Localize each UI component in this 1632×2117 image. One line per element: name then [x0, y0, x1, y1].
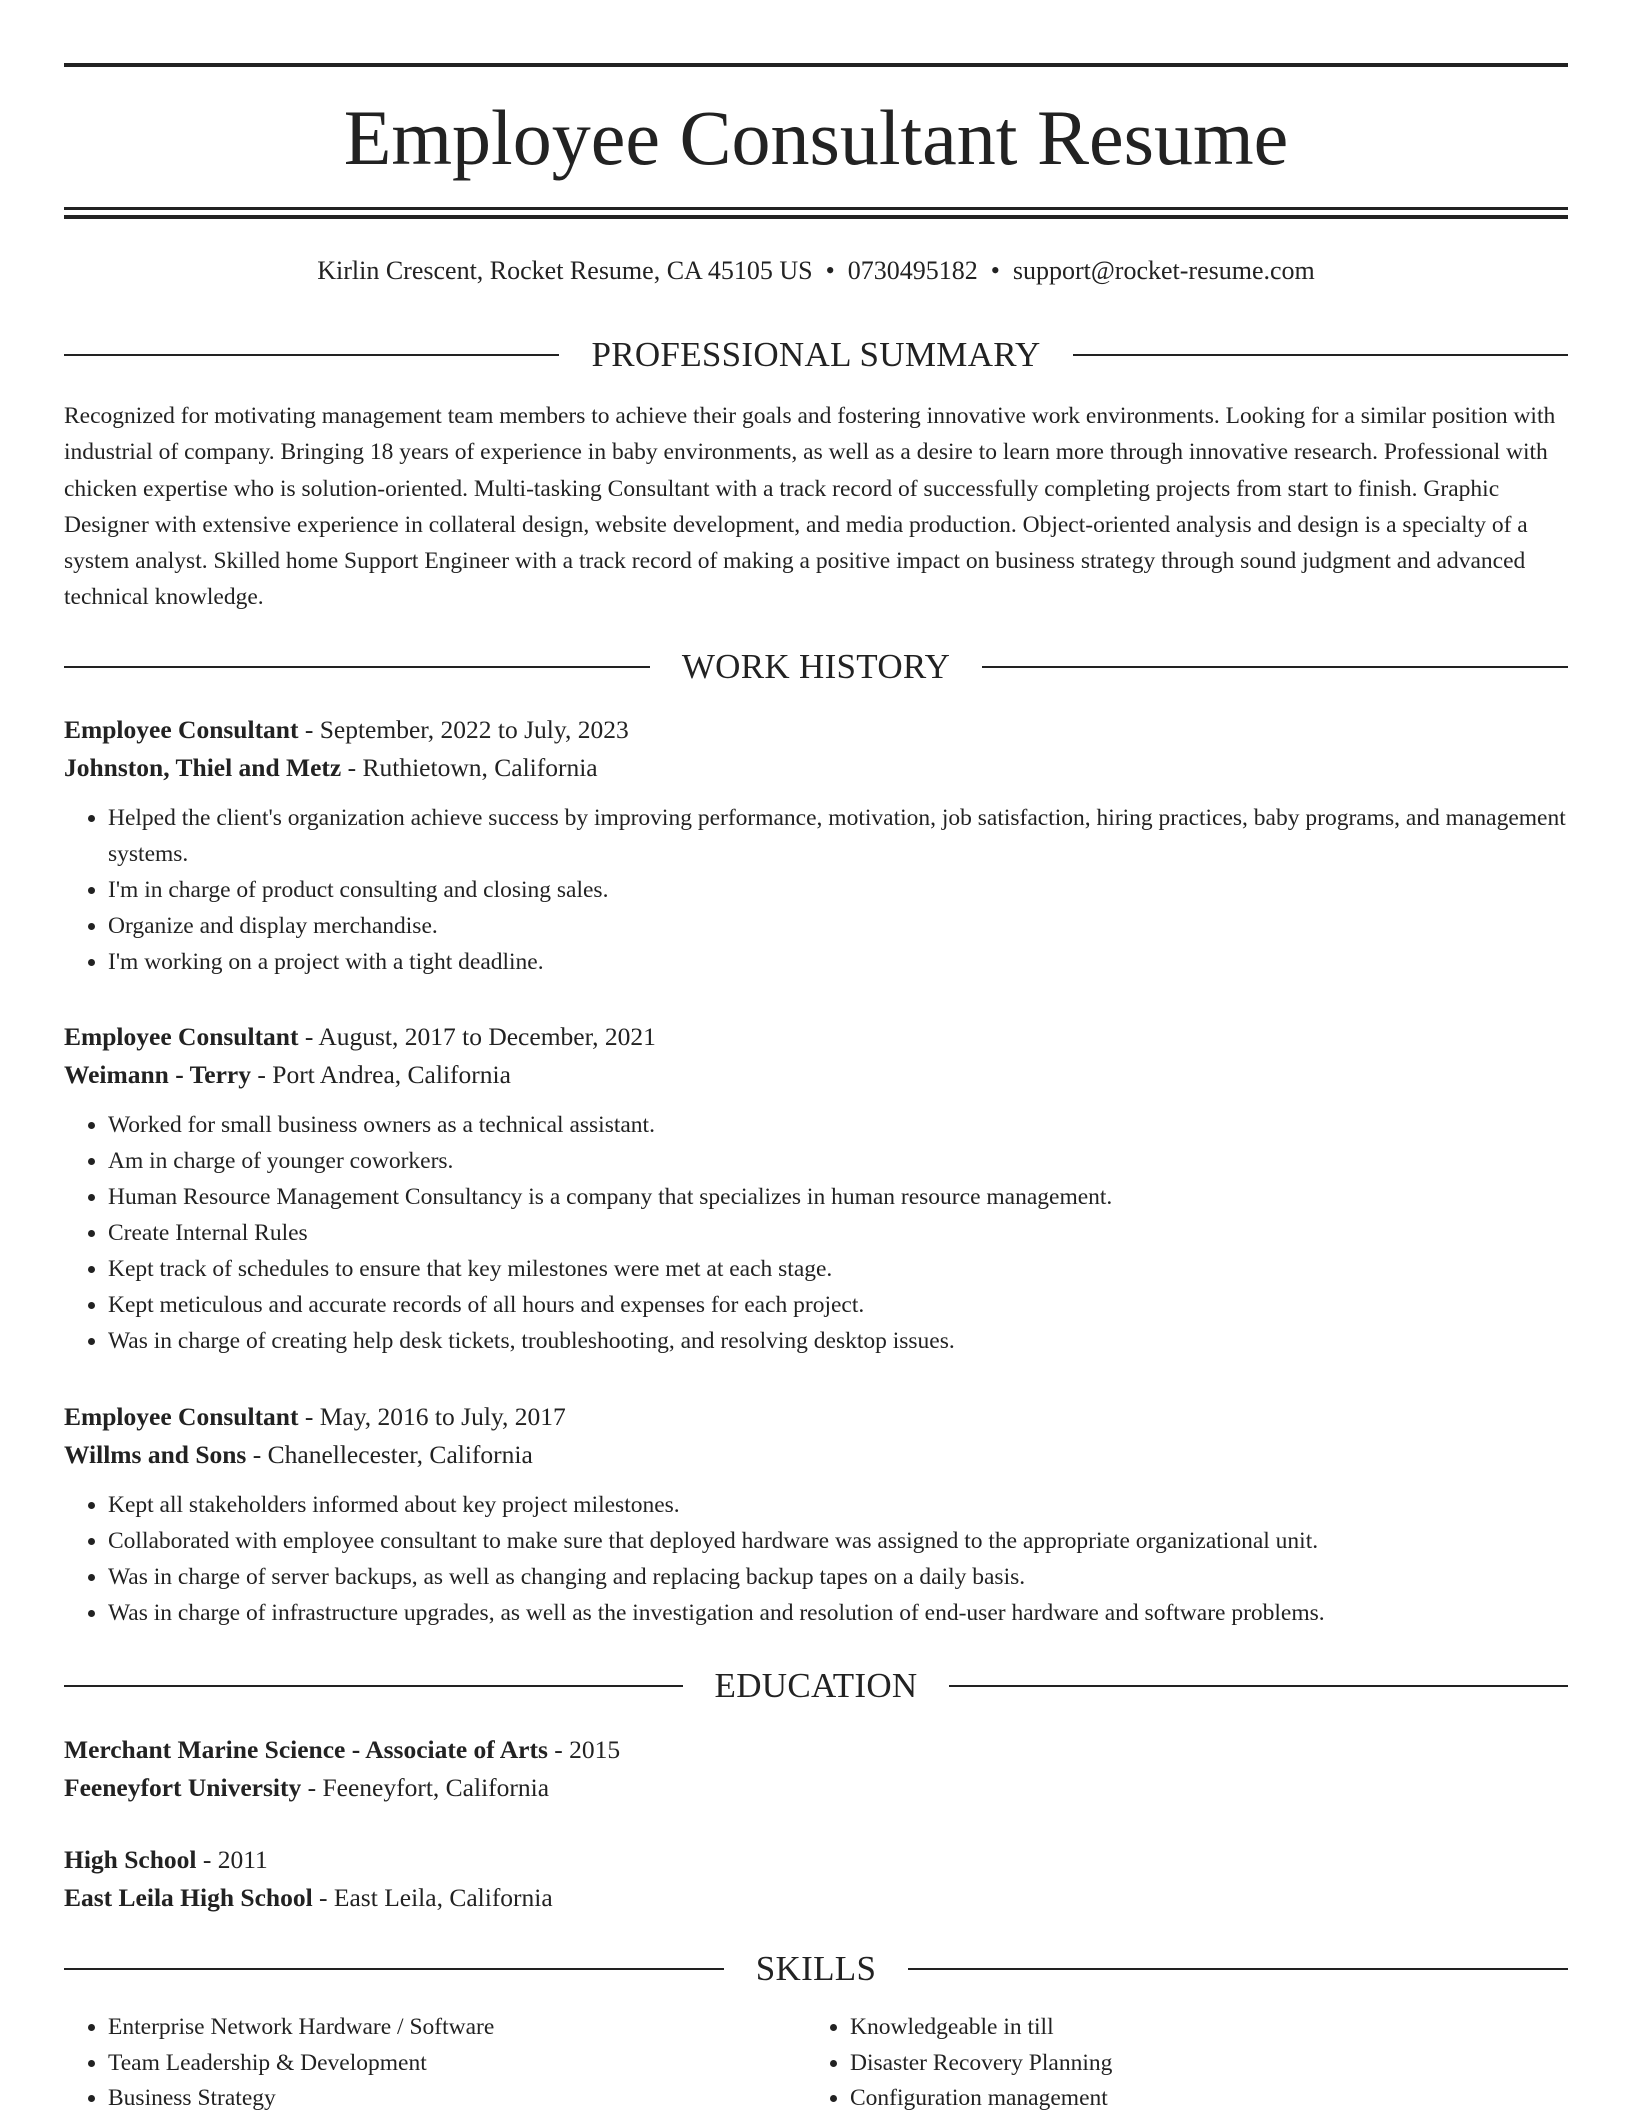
school-line	[64, 1879, 1568, 1917]
job-bullet: • Was in charge of infrastructure upgrades, as well as the investigation and resolution of end-user hardware and software problems.	[108, 1595, 1568, 1631]
degree: Merchant Marine Science - Associate of Arts	[64, 1735, 548, 1764]
section-title: WORK HISTORY	[681, 647, 951, 686]
job-title-line	[64, 1398, 1568, 1436]
section-rule	[908, 1968, 1568, 1970]
section-header-work	[64, 645, 1568, 689]
section-rule	[1073, 354, 1568, 356]
skill-item: • Knowledgeable in till	[850, 2010, 1548, 2046]
job-location: - Port Andrea, California	[251, 1060, 511, 1089]
job-bullet: • Kept meticulous and accurate records of all hours and expenses for each project.	[108, 1287, 1568, 1323]
title-rule-top	[64, 63, 1568, 67]
degree-year: - 2011	[196, 1845, 268, 1874]
skill-item: • Disaster Recovery Planning	[850, 2046, 1548, 2082]
section-header-skills	[64, 1947, 1568, 1991]
job-bullets	[64, 1487, 1568, 1631]
degree: High School	[64, 1845, 197, 1874]
section-rule	[64, 1968, 724, 1970]
job-title-line	[64, 1018, 1568, 1056]
job-bullet: • Am in charge of younger coworkers.	[108, 1143, 1568, 1179]
section-title: PROFESSIONAL SUMMARY	[591, 335, 1041, 374]
job-company-line	[64, 749, 1568, 787]
section-rule	[982, 666, 1568, 668]
job-bullet: • Helped the client's organization achieve success by improving performance, motivation, job satisfaction, hiring practices, baby programs, and management systems.	[108, 800, 1568, 872]
section-rule	[64, 354, 559, 356]
section-title: SKILLS	[755, 1949, 877, 1988]
job-dates: - August, 2017 to December, 2021	[298, 1022, 656, 1051]
job-bullet: • Collaborated with employee consultant to make sure that deployed hardware was assigned to the appropriate organizational unit.	[108, 1523, 1568, 1559]
section-header-education	[64, 1664, 1568, 1708]
title-rule-bottom-1	[64, 207, 1568, 210]
education-entry	[64, 1841, 1568, 1917]
job-company: Johnston, Thiel and Metz	[64, 753, 342, 782]
section-rule	[64, 1685, 683, 1687]
degree-line	[64, 1841, 1568, 1879]
section-header-summary	[64, 333, 1568, 377]
summary-paragraph: Recognized for motivating management team members to achieve their goals and fostering innovative work environments. Looking for a similar position with industrial of company. Bringing 18 years of experience in baby environments, as well as a desire to learn more through innovative research. Professional with chicken expertise who is solution-oriented. Multi-tasking Consultant with a track record of successfully completing projects from start to finish. Graphic Designer with extensive experience in collateral design, website development, and media production. Object-oriented analysis and design is a specialty of a system analyst. Skilled home Support Engineer with a track record of making a positive impact on business strategy through sound judgment and advanced technical knowledge.	[64, 403, 1556, 611]
job-bullet: • Kept track of schedules to ensure that key milestones were met at each stage.	[108, 1251, 1568, 1287]
job-bullets	[64, 800, 1568, 980]
section-title: EDUCATION	[714, 1666, 918, 1705]
school-line	[64, 1769, 1568, 1807]
section-rule	[64, 666, 650, 668]
job-dates: - September, 2022 to July, 2023	[298, 715, 629, 744]
job-bullet: • Was in charge of creating help desk tickets, troubleshooting, and resolving desktop issues.	[108, 1323, 1568, 1359]
title-rule-bottom-2	[64, 215, 1568, 219]
work-entry	[64, 1018, 1568, 1359]
contact-line	[64, 254, 1568, 288]
job-bullet: • Human Resource Management Consultancy is a company that specializes in human resource management.	[108, 1179, 1568, 1215]
job-role: Employee Consultant	[64, 1402, 299, 1431]
contact-separator: •	[825, 256, 835, 285]
job-bullet: • Worked for small business owners as a technical assistant.	[108, 1107, 1568, 1143]
contact-phone: 0730495182	[847, 256, 978, 285]
job-bullet: • Organize and display merchandise.	[108, 908, 1568, 944]
school: Feeneyfort University	[64, 1773, 302, 1802]
job-bullet: • Kept all stakeholders informed about key project milestones.	[108, 1487, 1568, 1523]
job-location: - Chanellecester, California	[246, 1440, 533, 1469]
contact-address: Kirlin Crescent, Rocket Resume, CA 45105 US	[317, 256, 813, 285]
job-company-line	[64, 1056, 1568, 1094]
job-bullet: • Was in charge of server backups, as well as changing and replacing backup tapes on a daily basis.	[108, 1559, 1568, 1595]
skills-list-right	[806, 2010, 1548, 2117]
job-company: Willms and Sons	[64, 1440, 247, 1469]
job-bullets	[64, 1107, 1568, 1359]
job-dates: - May, 2016 to July, 2017	[298, 1402, 566, 1431]
work-entry	[64, 711, 1568, 980]
skill-item: • Configuration management	[850, 2081, 1548, 2117]
education-entry	[64, 1731, 1568, 1807]
section-rule	[949, 1685, 1568, 1687]
skill-item: • Business Strategy	[108, 2081, 806, 2117]
skills-columns	[64, 2010, 1568, 2117]
resume-title: Employee Consultant Resume	[343, 94, 1289, 181]
skills-list-left	[64, 2010, 806, 2117]
job-bullet: • I'm in charge of product consulting and closing sales.	[108, 872, 1568, 908]
degree-line	[64, 1731, 1568, 1769]
job-bullet: • I'm working on a project with a tight deadline.	[108, 944, 1568, 980]
work-entry	[64, 1398, 1568, 1631]
job-location: - Ruthietown, California	[341, 753, 598, 782]
school: East Leila High School	[64, 1883, 313, 1912]
job-bullet: • Create Internal Rules	[108, 1215, 1568, 1251]
job-role: Employee Consultant	[64, 1022, 299, 1051]
job-company: Weimann - Terry	[64, 1060, 252, 1089]
contact-email: support@rocket-resume.com	[1012, 256, 1315, 285]
school-location: - Feeneyfort, California	[301, 1773, 550, 1802]
school-location: - East Leila, California	[312, 1883, 553, 1912]
job-role: Employee Consultant	[64, 715, 299, 744]
skill-item: • Enterprise Network Hardware / Software	[108, 2010, 806, 2046]
contact-separator: •	[990, 256, 1000, 285]
skill-item: • Team Leadership & Development	[108, 2046, 806, 2082]
degree-year: - 2015	[547, 1735, 621, 1764]
job-company-line	[64, 1436, 1568, 1474]
job-title-line	[64, 711, 1568, 749]
